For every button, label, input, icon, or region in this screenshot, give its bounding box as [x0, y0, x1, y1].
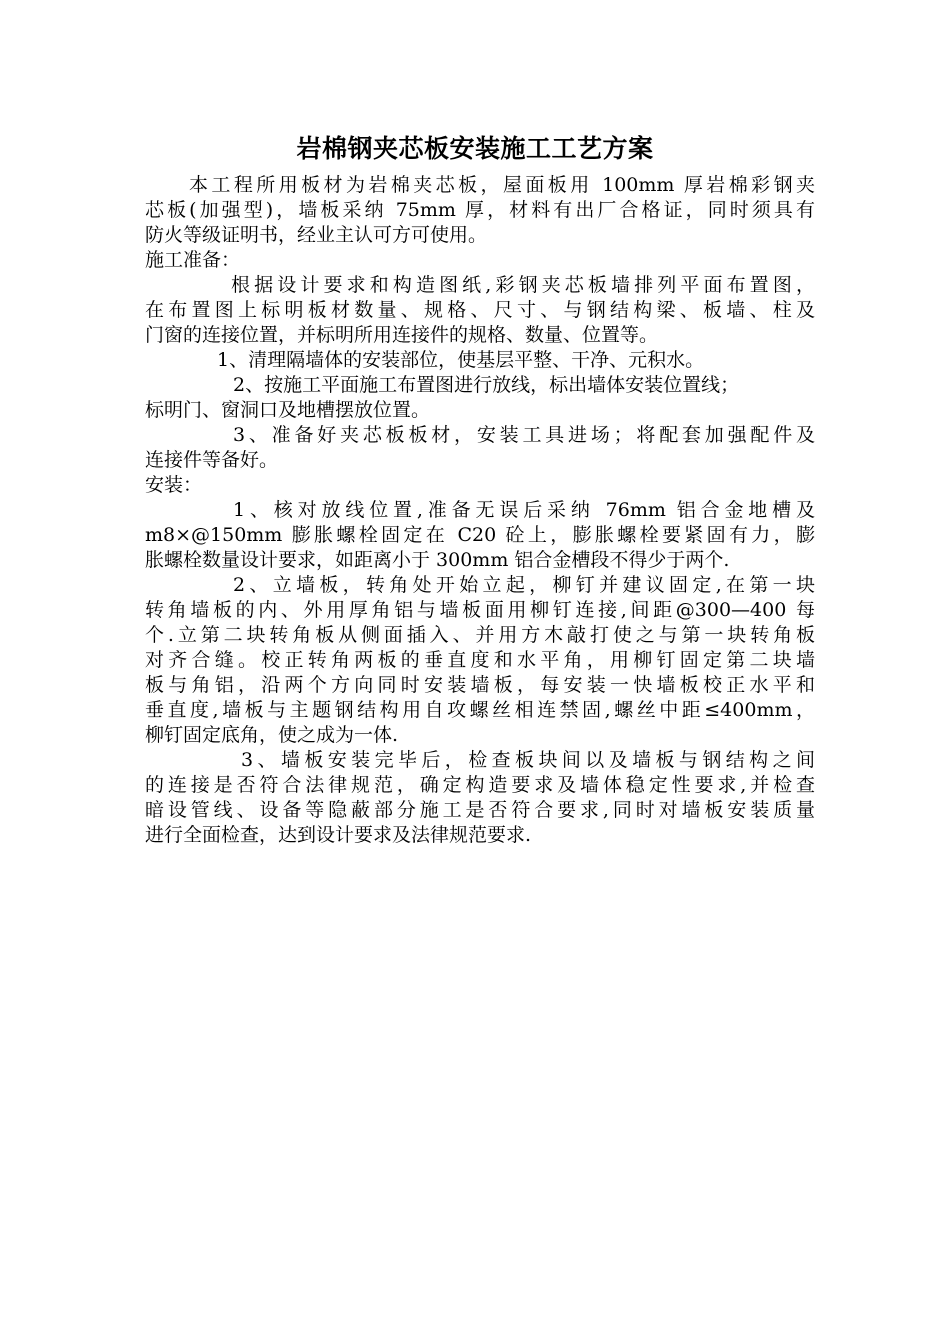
list-item: 3、准备好夹芯板板材，安装工具进场；将配套加强配件及 — [233, 424, 815, 446]
paragraph-line: 门窗的连接位置，并标明所用连接件的规格、数量、位置等。 — [145, 324, 659, 346]
paragraph-line: 垂直度,墙板与主题钢结构用自攻螺丝相连禁固,螺丝中距≤400mm， — [145, 699, 815, 721]
paragraph-line: 标明门、窗洞口及地槽摆放位置。 — [145, 399, 431, 421]
list-item: 3、墙板安装完毕后，检查板块间以及墙板与钢结构之间 — [241, 749, 815, 771]
paragraph-line: 进行全面检查，达到设计要求及法律规范要求. — [145, 824, 532, 846]
paragraph-line: m8×@150mm 膨胀螺栓固定在 C20 砼上，膨胀螺栓要紧固有力，膨 — [145, 524, 815, 546]
paragraph-line: 对齐合缝。校正转角两板的垂直度和水平角，用柳钉固定第二块墙 — [145, 649, 815, 671]
paragraph-line: 个.立第二块转角板从侧面插入、并用方木敲打使之与第一块转角板 — [145, 624, 815, 646]
document-body — [145, 173, 815, 848]
paragraph-line: 的连接是否符合法律规范，确定构造要求及墙体稳定性要求,并检查 — [145, 774, 815, 796]
paragraph-line: 暗设管线、设备等隐蔽部分施工是否符合要求,同时对墙板安装质量 — [145, 799, 815, 821]
section-heading: 安装： — [145, 474, 203, 496]
paragraph-line: 板与角铝，沿两个方向同时安装墙板，每安装一快墙板校正水平和 — [145, 674, 815, 696]
paragraph-line: 根据设计要求和构造图纸,彩钢夹芯板墙排列平面布置图， — [231, 274, 815, 296]
list-item: 2、按施工平面施工布置图进行放线，标出墙体安装位置线； — [233, 374, 740, 396]
paragraph-line: 芯板(加强型)，墙板采纳 75mm 厚，材料有出厂合格证，同时须具有 — [145, 199, 815, 221]
paragraph-line: 连接件等备好。 — [145, 449, 279, 471]
paragraph-line: 转角墙板的内、外用厚角铝与墙板面用柳钉连接,间距@300—400 每 — [145, 599, 815, 621]
paragraph-line: 本工程所用板材为岩棉夹芯板，屋面板用 100mm 厚岩棉彩钢夹 — [189, 174, 815, 196]
paragraph-line: 柳钉固定底角，使之成为一体. — [145, 724, 399, 746]
document-title: 岩棉钢夹芯板安装施工工艺方案 — [296, 134, 654, 163]
list-item: 2、立墙板，转角处开始立起，柳钉并建议固定,在第一块 — [233, 574, 815, 596]
paragraph-line: 胀螺栓数量设计要求，如距离小于 300mm 铝合金槽段不得少于两个. — [145, 549, 730, 571]
paragraph-line: 在布置图上标明板材数量、规格、尺寸、与钢结构梁、板墙、柱及 — [145, 299, 815, 321]
section-heading: 施工准备： — [145, 249, 241, 271]
list-item: 1、清理隔墙体的安装部位，使基层平整、干净、元积水。 — [217, 349, 705, 371]
list-item: 1、核对放线位置,准备无误后采纳 76mm 铝合金地槽及 — [233, 499, 815, 521]
paragraph-line: 防火等级证明书，经业主认可方可使用。 — [145, 224, 488, 246]
